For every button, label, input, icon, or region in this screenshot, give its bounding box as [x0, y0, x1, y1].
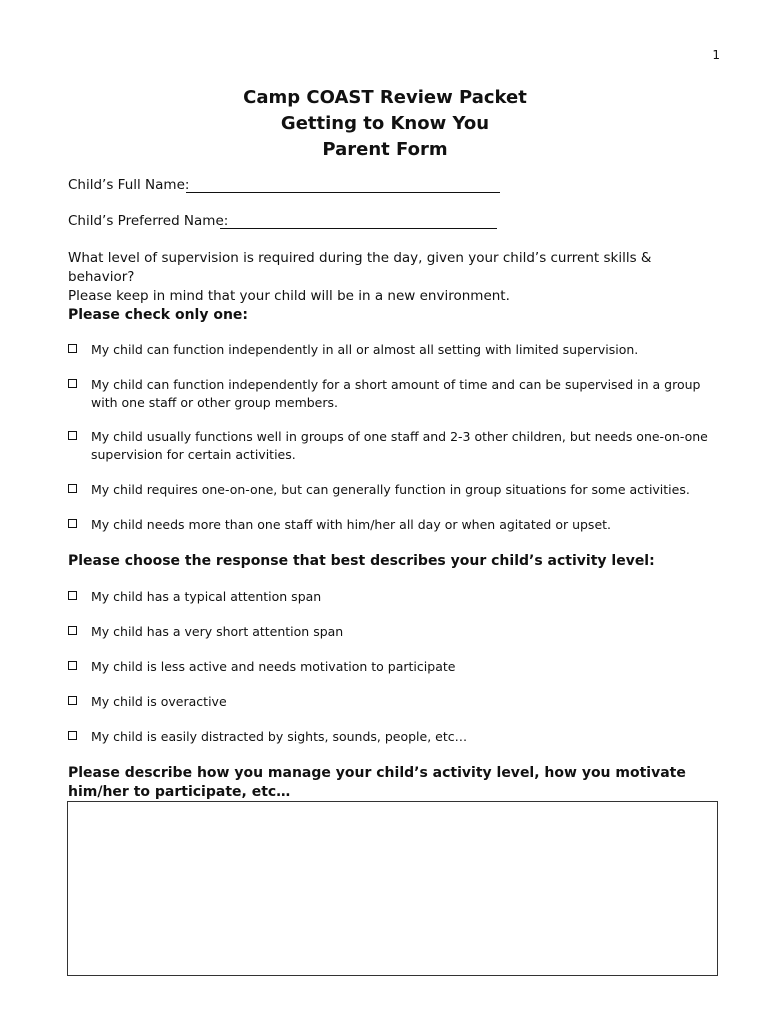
supervision-option-label: My child usually functions well in groups of one staff and 2-3 other children, but needs one-on-one supervision for certain activities.	[91, 429, 708, 462]
full-name-field	[68, 177, 189, 193]
supervision-option[interactable]	[68, 376, 728, 412]
preferred-name-field	[68, 213, 228, 229]
supervision-option[interactable]	[68, 516, 728, 534]
title-line-3: Parent Form	[322, 139, 448, 160]
title-line-1: Camp COAST Review Packet	[243, 87, 527, 108]
checkbox[interactable]	[68, 519, 77, 528]
supervision-option[interactable]	[68, 481, 728, 499]
activity-heading: Please choose the response that best describes your child’s activity level:	[68, 553, 655, 569]
checkbox[interactable]	[68, 344, 77, 353]
checkbox[interactable]	[68, 731, 77, 740]
full-name-label: Child’s Full Name:	[68, 177, 190, 193]
supervision-option-label: My child can function independently for a short amount of time and can be supervised in a group with one staff or other group members.	[91, 377, 701, 410]
checkbox[interactable]	[68, 696, 77, 705]
activity-option[interactable]	[68, 588, 728, 606]
supervision-question	[68, 249, 718, 306]
checkbox[interactable]	[68, 661, 77, 670]
activity-option[interactable]	[68, 658, 728, 676]
activity-option-label: My child has a typical attention span	[91, 589, 322, 604]
checkbox[interactable]	[68, 484, 77, 493]
activity-option-label: My child has a very short attention span	[91, 624, 344, 639]
title-line-2: Getting to Know You	[280, 113, 490, 134]
form-title	[0, 85, 770, 163]
activity-option[interactable]	[68, 728, 728, 746]
activity-option-label: My child is easily distracted by sights, sounds, people, etc…	[91, 729, 468, 744]
activity-description-textarea[interactable]	[67, 801, 718, 976]
checkbox[interactable]	[68, 626, 77, 635]
supervision-option[interactable]	[68, 341, 728, 359]
activity-option[interactable]	[68, 693, 728, 711]
preferred-name-input[interactable]	[220, 228, 497, 229]
supervision-question-line-2: Please keep in mind that your child will be in a new environment.	[68, 288, 510, 304]
describe-heading: Please describe how you manage your child’s activity level, how you motivate him/her to participate, etc…	[68, 765, 686, 800]
full-name-input[interactable]	[186, 192, 500, 193]
activity-option[interactable]	[68, 623, 728, 641]
supervision-option-label: My child requires one-on-one, but can generally function in group situations for some activities.	[91, 482, 690, 497]
supervision-question-line-1: What level of supervision is required during the day, given your child’s current skills & behavior?	[68, 250, 652, 285]
supervision-heading: Please check only one:	[68, 307, 249, 323]
supervision-option-label: My child can function independently in all or almost all setting with limited supervision.	[91, 342, 639, 357]
checkbox[interactable]	[68, 379, 77, 388]
preferred-name-label: Child’s Preferred Name:	[68, 213, 229, 229]
page-number: 1	[712, 48, 720, 62]
activity-option-label: My child is less active and needs motivation to participate	[91, 659, 456, 674]
supervision-option[interactable]	[68, 428, 728, 464]
checkbox[interactable]	[68, 591, 77, 600]
checkbox[interactable]	[68, 431, 77, 440]
supervision-option-label: My child needs more than one staff with him/her all day or when agitated or upset.	[91, 517, 612, 532]
activity-option-label: My child is overactive	[91, 694, 227, 709]
